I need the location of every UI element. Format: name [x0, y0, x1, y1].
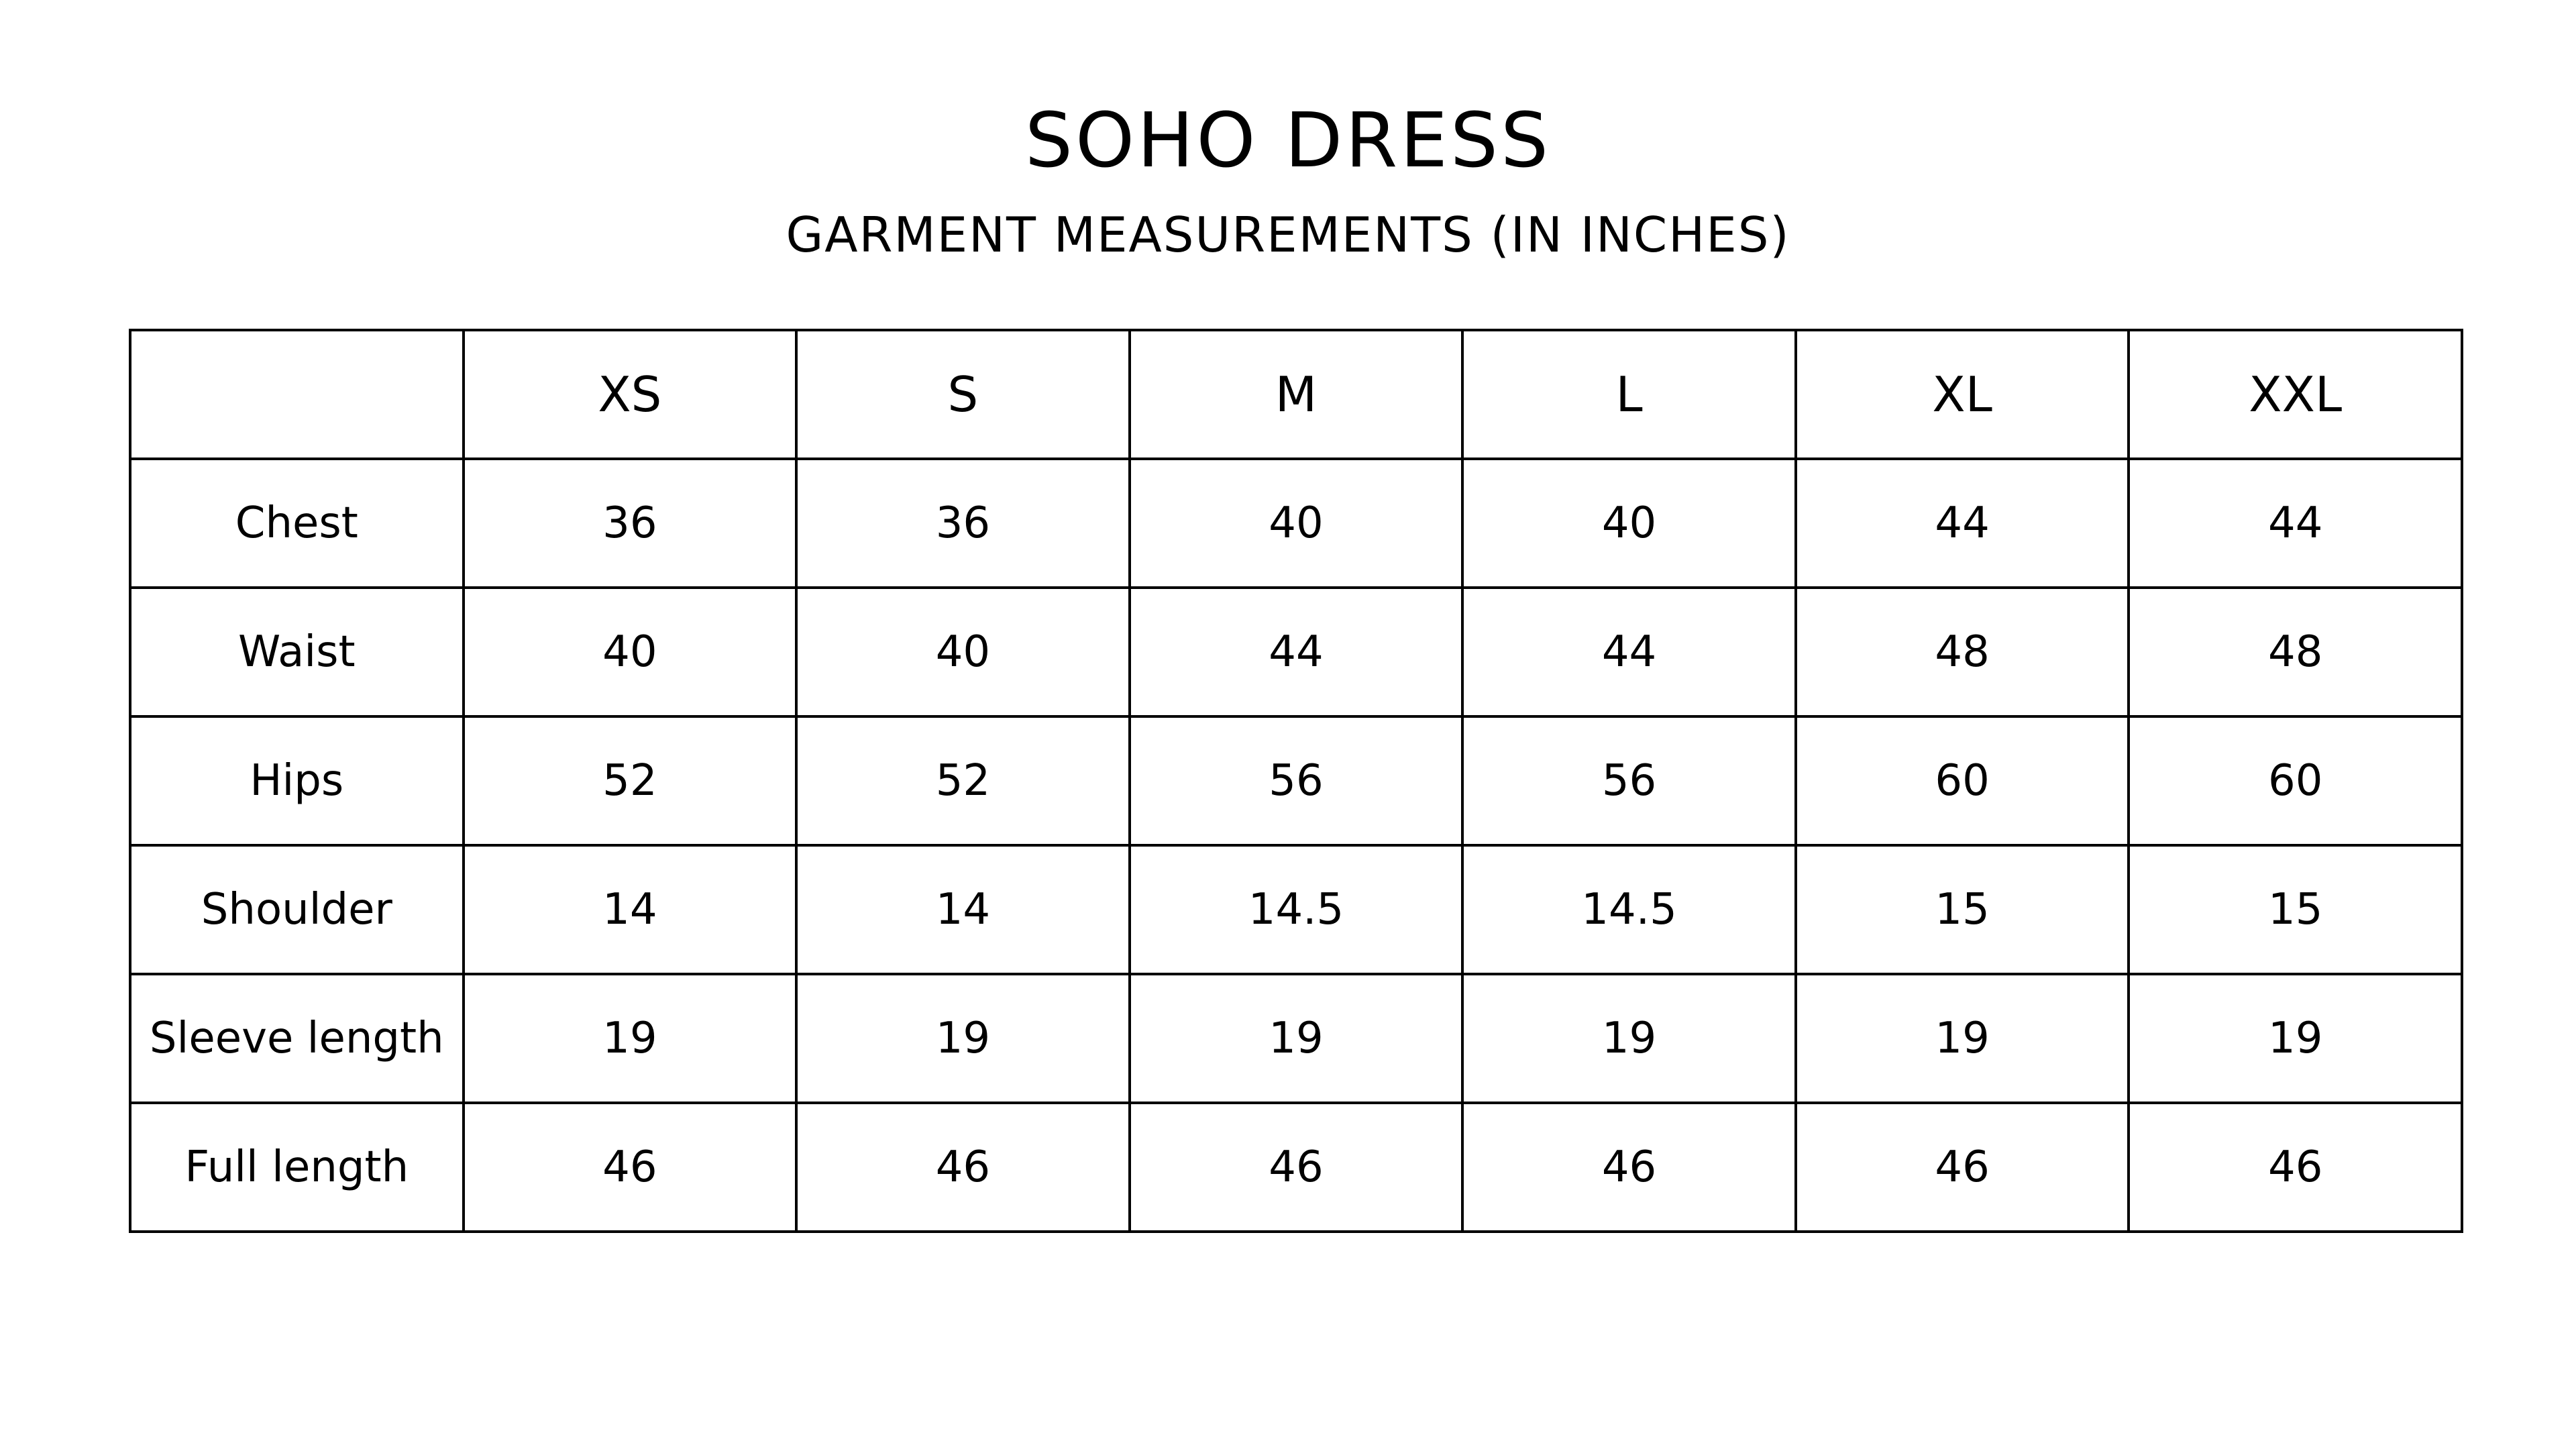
table-header: [130, 330, 2462, 459]
table-row: [130, 974, 2462, 1103]
table-cell: 52: [796, 716, 1130, 845]
table-cell: 14.5: [1462, 845, 1796, 974]
row-label: Shoulder: [130, 845, 464, 974]
table-row: [130, 716, 2462, 845]
table-row: [130, 1103, 2462, 1232]
table-cell: 19: [2129, 974, 2462, 1103]
table-cell: 40: [796, 588, 1130, 716]
page-title: SOHO DRESS: [1024, 97, 1552, 184]
table-cell: 14.5: [1130, 845, 1463, 974]
table-cell: 48: [2129, 588, 2462, 716]
row-label: Full length: [130, 1103, 464, 1232]
table-cell: 19: [1130, 974, 1463, 1103]
table-cell: 46: [2129, 1103, 2462, 1232]
corner-cell: [130, 330, 464, 459]
table-cell: 40: [1130, 459, 1463, 588]
table-cell: 44: [1462, 588, 1796, 716]
table-cell: 46: [1462, 1103, 1796, 1232]
table-cell: 19: [1796, 974, 2129, 1103]
table-cell: 40: [464, 588, 797, 716]
row-label: Waist: [130, 588, 464, 716]
row-label: Hips: [130, 716, 464, 845]
table-cell: 14: [796, 845, 1130, 974]
table-cell: 44: [1130, 588, 1463, 716]
table-row: [130, 845, 2462, 974]
table-cell: 44: [2129, 459, 2462, 588]
table-cell: 60: [2129, 716, 2462, 845]
header-row: [130, 330, 2462, 459]
table-cell: 48: [1796, 588, 2129, 716]
size-header-xs: XS: [464, 330, 797, 459]
size-header-xl: XL: [1796, 330, 2129, 459]
table-cell: 60: [1796, 716, 2129, 845]
table-cell: 19: [1462, 974, 1796, 1103]
table-body: [130, 459, 2462, 1232]
table-cell: 15: [2129, 845, 2462, 974]
table-cell: 56: [1462, 716, 1796, 845]
table-cell: 56: [1130, 716, 1463, 845]
size-header-m: M: [1130, 330, 1463, 459]
table-cell: 46: [796, 1103, 1130, 1232]
table-cell: 19: [464, 974, 797, 1103]
page-subtitle: GARMENT MEASUREMENTS (IN INCHES): [786, 207, 1790, 263]
size-header-s: S: [796, 330, 1130, 459]
size-header-xxl: XXL: [2129, 330, 2462, 459]
table-row: [130, 588, 2462, 716]
table-cell: 14: [464, 845, 797, 974]
table-cell: 40: [1462, 459, 1796, 588]
row-label: Sleeve length: [130, 974, 464, 1103]
table-cell: 36: [464, 459, 797, 588]
table-cell: 19: [796, 974, 1130, 1103]
table-cell: 52: [464, 716, 797, 845]
table-cell: 46: [1796, 1103, 2129, 1232]
table-cell: 15: [1796, 845, 2129, 974]
table-cell: 44: [1796, 459, 2129, 588]
size-header-l: L: [1462, 330, 1796, 459]
table-cell: 36: [796, 459, 1130, 588]
table-row: [130, 459, 2462, 588]
row-label: Chest: [130, 459, 464, 588]
size-chart-table: [129, 329, 2463, 1233]
table-cell: 46: [1130, 1103, 1463, 1232]
table-cell: 46: [464, 1103, 797, 1232]
